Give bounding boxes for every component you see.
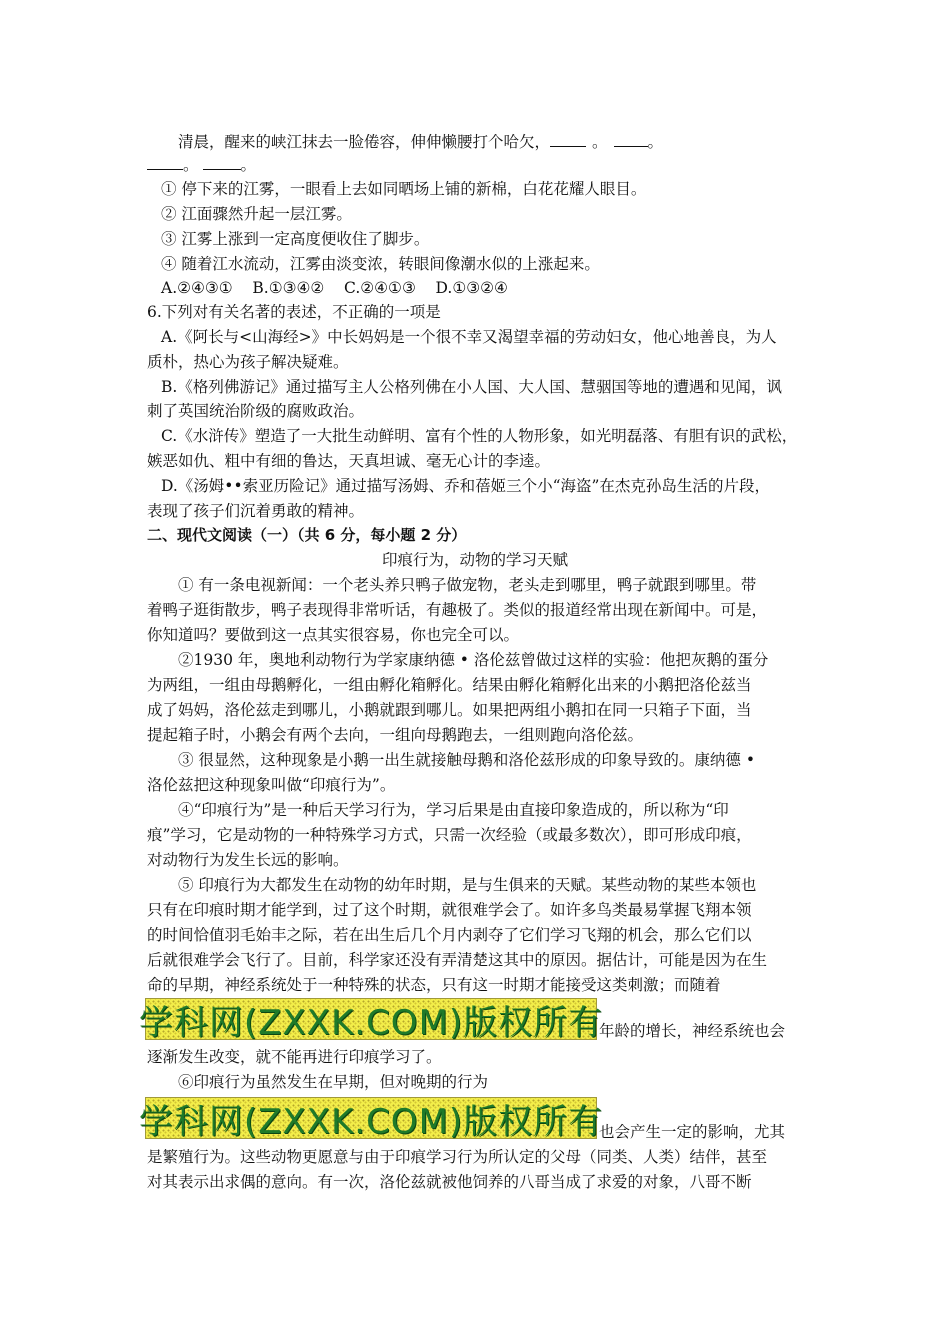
- p5-line2: 只有在印痕时期才能学到，过了这个时期，就很难学会了。如许多鸟类最易掌握飞翔本领: [147, 901, 752, 919]
- p5-line5: 命的早期，神经系统处于一种特殊的状态，只有这一时期才能接受这类刺激；而随着: [147, 976, 721, 994]
- q5-sep-3: 。: [183, 156, 199, 174]
- q5-sep-2: 。: [647, 133, 664, 151]
- p3-line2: 洛伦兹把这种现象叫做“印痕行为”。: [147, 776, 396, 794]
- p4-line2: 痕”学习，它是动物的一种特殊学习方式，只需一次经验（或最多数次），即可形成印痕，: [147, 826, 752, 844]
- watermark-text-1: 学科网(ZXXK.COM)版权所有: [138, 1002, 604, 1043]
- p4-line3: 对动物行为发生长远的影响。: [147, 851, 349, 869]
- q5-sep-4: 。: [240, 156, 257, 174]
- q5-options: A.②④③① B.①③④② C.②④①③ D.①③②④: [161, 279, 508, 297]
- q6-option-a-line1: A.《阿长与<山海经>》中长妈妈是一个很不幸又渴望幸福的劳动妇女，他心地善良，为人: [161, 328, 777, 346]
- q5-blank-4[interactable]: [203, 155, 241, 170]
- p5-line6-tail: 年龄的增长，神经系统也会: [599, 1022, 786, 1040]
- q5-blank-2[interactable]: [614, 132, 648, 147]
- p2-line4: 提起箱子时，小鹅会有两个去向，一组向母鹅跑去，一组则跑向洛伦兹。: [147, 726, 644, 744]
- section2-heading: 二、现代文阅读（一）（共 6 分，每小题 2 分）: [147, 526, 467, 544]
- q5-blank-1[interactable]: [550, 132, 586, 147]
- p1-line3: 你知道吗？要做到这一点其实很容易，你也完全可以。: [147, 626, 520, 644]
- q5-item-1: ① 停下来的江雾，一眼看上去如同晒场上铺的新棉，白花花耀人眼目。: [161, 180, 647, 198]
- q5-item-2: ② 江面骤然升起一层江雾。: [161, 205, 352, 223]
- p5-line7: 逐渐发生改变，就不能再进行印痕学习了。: [147, 1048, 442, 1066]
- p5-line4: 后就很难学会飞行了。目前，科学家还没有弄清楚这其中的原因。据估计，可能是因为在生: [147, 951, 768, 969]
- p1-line2: 着鸭子逛街散步，鸭子表现得非常听话，有趣极了。类似的报道经常出现在新闻中。可是，: [147, 601, 768, 619]
- q5-blank-3[interactable]: [147, 155, 183, 170]
- watermark-text-2: 学科网(ZXXK.COM)版权所有: [138, 1101, 604, 1142]
- p6-line1: ⑥印痕行为虽然发生在早期，但对晚期的行为: [178, 1073, 489, 1091]
- q6-option-d-line1: D.《汤姆••索亚历险记》通过描写汤姆、乔和蓓姬三个小“海盗”在杰克孙岛生活的片段，: [161, 477, 770, 495]
- q5-stem-text: 清晨，醒来的峡江抹去一脸倦容，伸伸懒腰打个哈欠，: [178, 133, 551, 151]
- q5-sep-1: 。: [592, 133, 608, 151]
- q5-item-4: ④ 随着江水流动，江雾由淡变浓，转眼间像潮水似的上涨起来。: [161, 255, 600, 273]
- q6-option-b-line2: 刺了英国统治阶级的腐败政治。: [147, 402, 365, 420]
- article-title: 印痕行为，动物的学习天赋: [381, 551, 568, 569]
- p6-line4: 对其表示出求偶的意向。有一次，洛伦兹就被他饲养的八哥当成了求爱的对象，八哥不断: [147, 1173, 752, 1191]
- p2-line3: 成了妈妈，洛伦兹走到哪儿，小鹅就跟到哪儿。如果把两组小鹅扣在同一只箱子下面，当: [147, 701, 752, 719]
- p1-line1: ① 有一条电视新闻：一个老头养只鸭子做宠物，老头走到哪里，鸭子就跟到哪里。带: [178, 576, 757, 594]
- q6-stem: 6.下列对有关名著的表述，不正确的一项是: [147, 303, 441, 321]
- p4-line1: ④“印痕行为”是一种后天学习行为，学习后果是由直接印象造成的，所以称为“印: [178, 801, 729, 819]
- q5-item-3: ③ 江雾上涨到一定高度便收住了脚步。: [161, 230, 430, 248]
- watermark-banner-1: [138, 998, 604, 1043]
- p2-line1: ②1930 年，奥地利动物行为学家康纳德 • 洛伦兹曾做过这样的实验：他把灰鹅的蛋分: [178, 651, 769, 669]
- q6-option-c-line1: C.《水浒传》塑造了一大批生动鲜明、富有个性的人物形象，如光明磊落、有胆有识的武松，: [161, 427, 798, 445]
- p6-line2-tail: 也会产生一定的影响，尤其: [599, 1123, 786, 1141]
- q6-option-b-line1: B.《格列佛游记》通过描写主人公格列佛在小人国、大人国、慧骃国等地的遭遇和见闻，讽: [161, 378, 782, 396]
- p6-line3: 是繁殖行为。这些动物更愿意与由于印痕学习行为所认定的父母（同类、人类）结伴，甚至: [147, 1148, 768, 1166]
- watermark-banner-2: [138, 1097, 604, 1142]
- p5-line1: ⑤ 印痕行为大都发生在动物的幼年时期，是与生俱来的天赋。某些动物的某些本领也: [178, 876, 757, 894]
- q6-option-a-line2: 质朴，热心为孩子解决疑难。: [147, 353, 349, 371]
- q6-option-c-line2: 嫉恶如仇、粗中有细的鲁达，天真坦诚、毫无心计的李逵。: [147, 452, 551, 470]
- p5-line3: 的时间恰值羽毛始丰之际，若在出生后几个月内剥夺了它们学习飞翔的机会，那么它们以: [147, 926, 752, 944]
- q5-stem-line1: [178, 131, 663, 153]
- p3-line1: ③ 很显然，这种现象是小鹅一出生就接触母鹅和洛伦兹形成的印象导致的。康纳德 •: [178, 751, 755, 769]
- q6-option-d-line2: 表现了孩子们沉着勇敢的精神。: [147, 502, 365, 520]
- q5-stem-line2: [147, 154, 256, 176]
- p2-line2: 为两组，一组由母鹅孵化，一组由孵化箱孵化。结果由孵化箱孵化出来的小鹅把洛伦兹当: [147, 676, 752, 694]
